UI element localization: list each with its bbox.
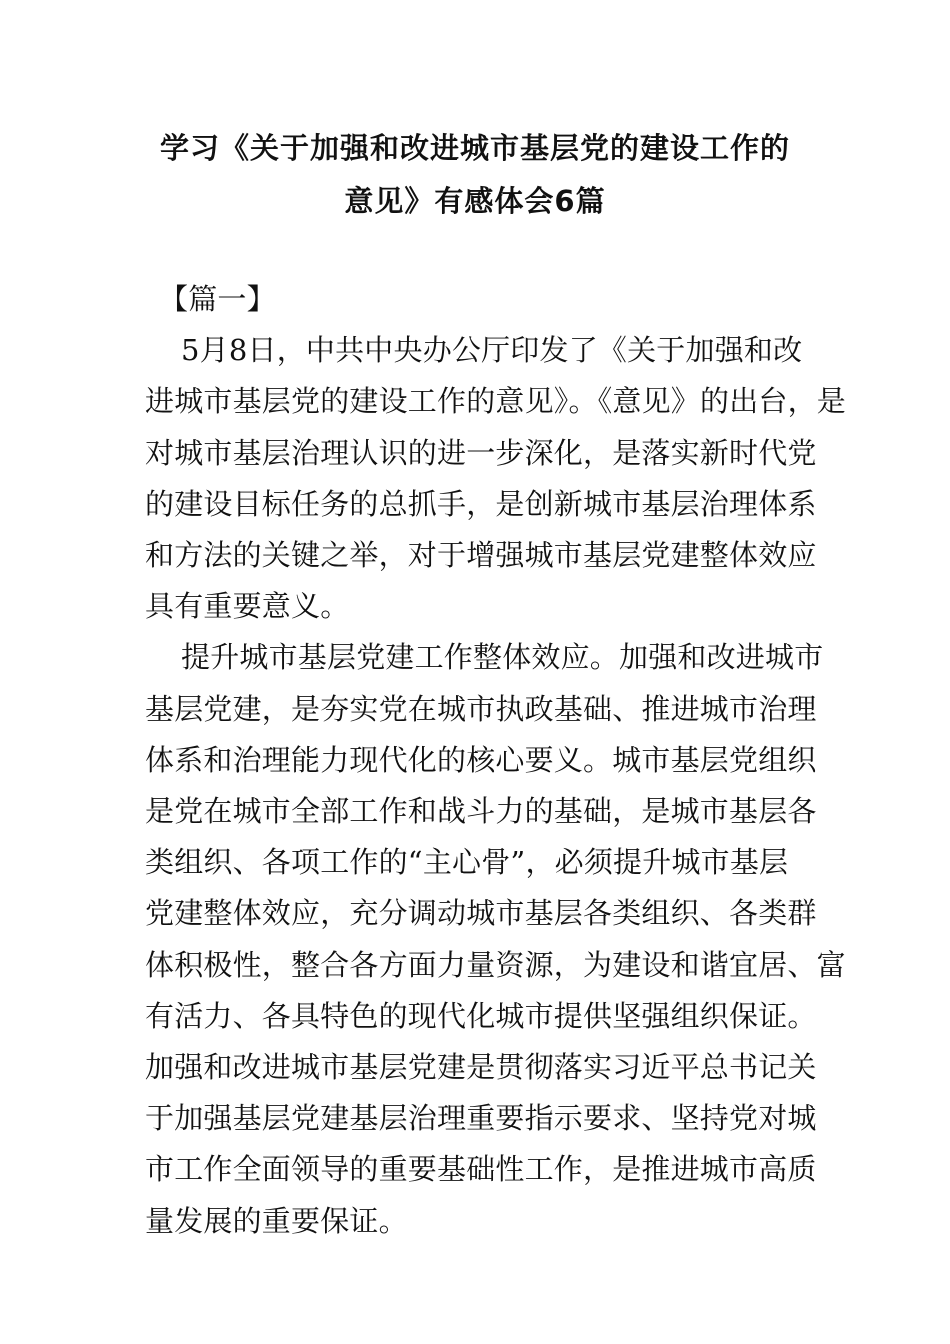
paragraph-line: 是党在城市全部工作和战斗力的基础，是城市基层各 [145,794,817,829]
paragraph-line: 具有重要意义。 [145,589,350,624]
paragraph-line: 于加强基层党建基层治理重要指示要求、坚持党对城 [145,1101,817,1136]
paragraph-line: 市工作全面领导的重要基础性工作，是推进城市高质 [145,1152,817,1187]
paragraph-line: 党建整体效应，充分调动城市基层各类组织、各类群 [145,896,817,931]
paragraph-line: 基层党建，是夯实党在城市执政基础、推进城市治理 [145,691,817,726]
document-title [145,122,805,228]
paragraph-line: 进城市基层党的建设工作的意见》。《意见》的出台，是 [145,384,847,419]
title-line-2: 意见》有感体会6篇 [344,184,606,218]
paragraph-line: 体积极性，整合各方面力量资源，为建设和谐宜居、富 [145,947,846,982]
paragraph-line: 类组织、各项工作的“主心骨”，必须提升城市基层 [145,845,789,880]
paragraph-line: 量发展的重要保证。 [145,1203,408,1238]
paragraph-line: 和方法的关键之举，对于增强城市基层党建整体效应 [145,538,817,573]
paragraph-line: 对城市基层治理认识的进一步深化，是落实新时代党 [145,435,817,470]
paragraph-2 [145,632,846,1246]
paragraph-line: 5月8日，中共中央办公厅印发了《关于加强和改 [181,333,803,368]
paragraph-line: 有活力、各具特色的现代化城市提供坚强组织保证。 [145,998,817,1033]
paragraph-line: 提升城市基层党建工作整体效应。加强和改进城市 [181,640,824,675]
paragraph-1 [145,325,847,632]
paragraph-line: 加强和改进城市基层党建是贯彻落实习近平总书记关 [145,1050,817,1085]
section-heading: 【篇一】 [159,282,276,316]
paragraph-line: 的建设目标任务的总抓手，是创新城市基层治理体系 [145,486,817,521]
document-body [145,274,847,1247]
title-line-1: 学习《关于加强和改进城市基层党的建设工作的 [159,131,790,165]
paragraph-line: 体系和治理能力现代化的核心要义。城市基层党组织 [145,742,817,777]
